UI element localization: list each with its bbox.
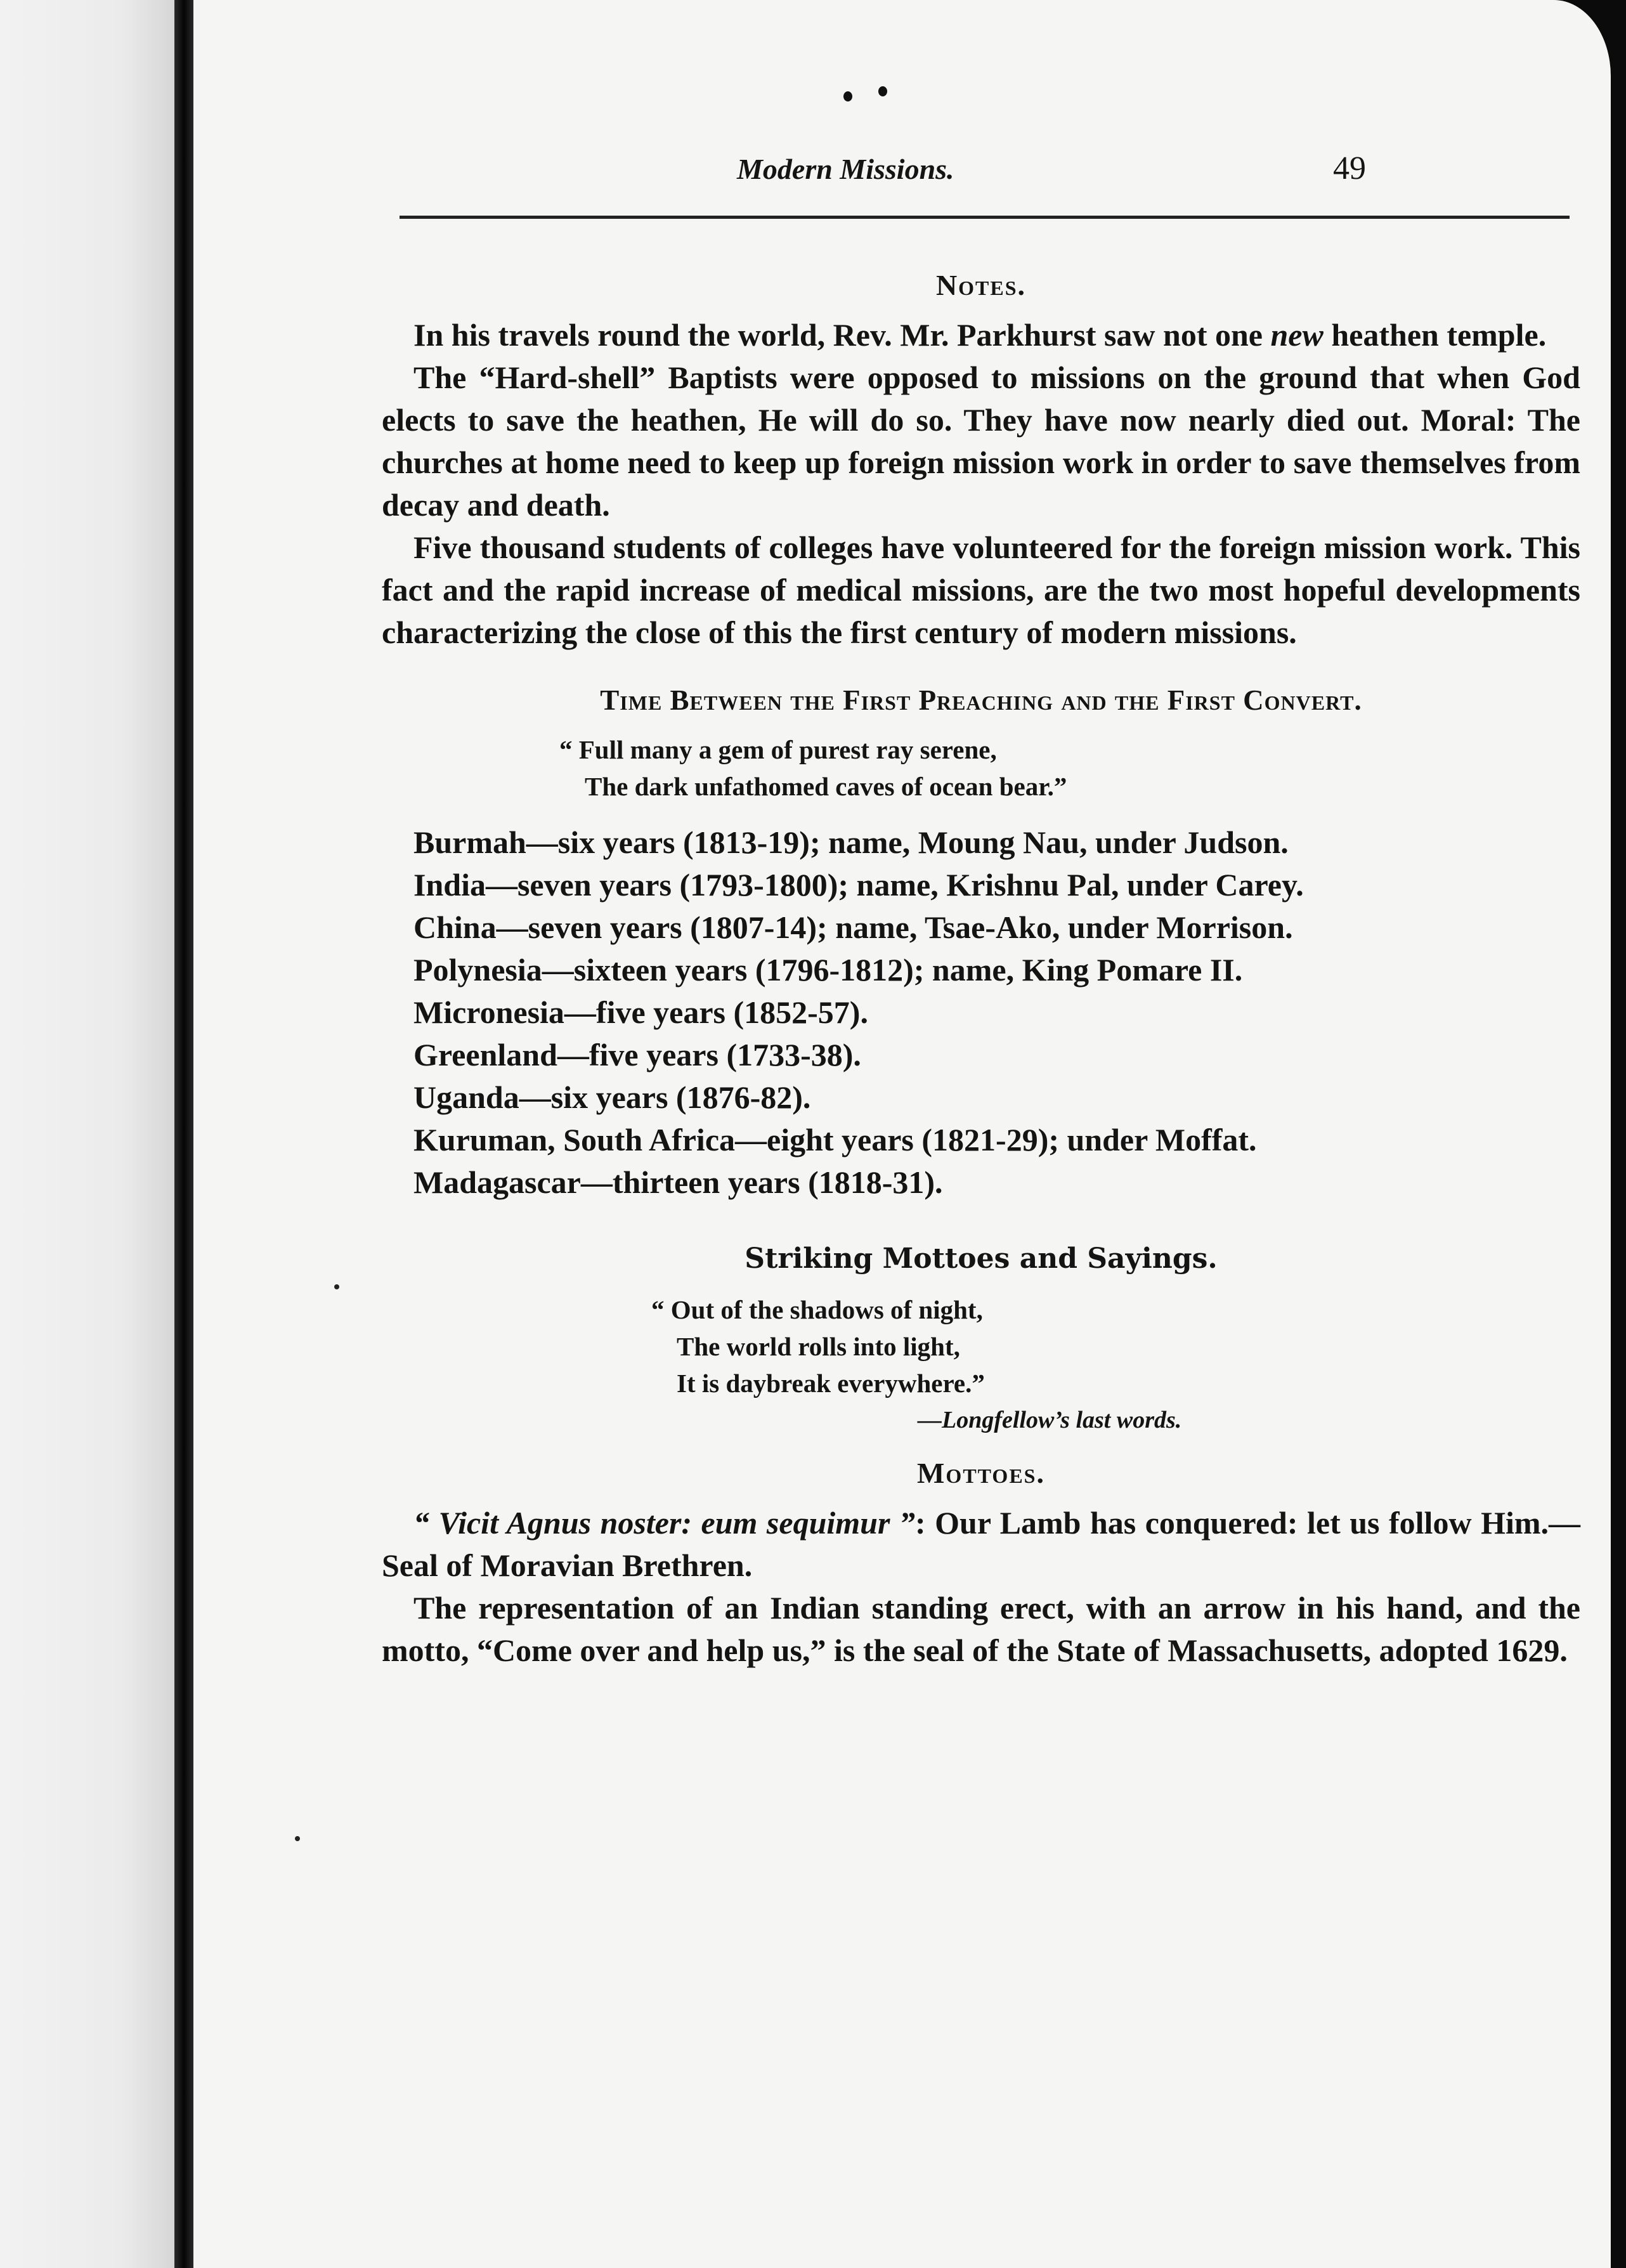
header-rule [400, 216, 1570, 219]
convert-item-micronesia: Micronesia—five years (1852-57). [413, 994, 868, 1030]
notes-p1-text-a: In his travels round the world, Rev. Mr. Parkhurst saw not one [413, 317, 1271, 353]
ink-dot [843, 91, 852, 101]
longfellow-verse [651, 1291, 1580, 1438]
verse-line: The world rolls into light, [677, 1332, 960, 1361]
convert-item-china: China—seven years (1807-14); name, Tsae-Ako, under Morrison. [413, 909, 1293, 945]
convert-item-greenland: Greenland—five years (1733-38). [413, 1037, 861, 1072]
convert-item-burmah: Burmah—six years (1813-19); name, Moung Nau, under Judson. [413, 824, 1289, 860]
mottoes-sayings-heading: Striking Mottoes and Sayings. [745, 1242, 1218, 1275]
notes-paragraph-3: Five thousand students of colleges have volunteered for the foreign mission work. This fact and the rapid increase of medical missions, are the two most hopeful developments characterizing the close of this the first century of modern missions. [382, 530, 1580, 650]
convert-item-kuruman: Kuruman, South Africa—eight years (1821-29); under Moffat. [413, 1122, 1257, 1157]
notes-p1-text-b: heathen temple. [1323, 317, 1547, 353]
mottoes-paragraph-1 [382, 1502, 1580, 1587]
verse-line: “ Out of the shadows of night, [651, 1295, 983, 1324]
convert-item-madagascar: Madagascar—thirteen years (1818-31). [413, 1164, 943, 1200]
latin-motto: “ Vicit Agnus noster: eum sequimur ” [413, 1505, 915, 1541]
ink-dot [878, 86, 887, 96]
time-between-verse [559, 731, 1580, 805]
mottoes-heading: Mottoes. [917, 1457, 1045, 1489]
time-between-heading: Time Between the First Preaching and the First Convert. [600, 684, 1362, 716]
page-ink-dots [831, 75, 920, 100]
convert-item-uganda: Uganda—six years (1876-82). [413, 1079, 811, 1115]
notes-p1-emphasis: new [1270, 317, 1324, 353]
book-gutter [174, 0, 193, 2268]
book-page [193, 0, 1611, 2268]
stray-mark [334, 1284, 339, 1289]
verse-attribution: —Longfellow’s last words. [918, 1407, 1182, 1433]
verse-line: The dark unfathomed caves of ocean bear.” [585, 772, 1067, 801]
notes-heading: Notes. [935, 269, 1027, 301]
left-page-edge [0, 0, 174, 2268]
latin-motto-translation: : Our Lamb has conquered: let us follow Him.—Seal of Moravian Brethren. [382, 1505, 1581, 1583]
page-number: 49 [1333, 150, 1366, 186]
verse-line: “ Full many a gem of purest ray serene, [559, 735, 997, 764]
running-head: Modern Missions. [737, 153, 954, 185]
notes-paragraph-2: The “Hard-shell” Baptists were opposed to missions on the ground that when God elects to save the heathen, He will do so. They have now nearly died out. Moral: The churches at home need to keep up foreign mission work in order to save themselves from decay and death. [382, 360, 1580, 523]
mottoes-paragraph-2: The representation of an Indian standing erect, with an arrow in his hand, and the motto, “Come over and help us,” is the seal of the State of Massachusetts, adopted 1629. [382, 1590, 1580, 1668]
page-body [382, 263, 1580, 1672]
convert-item-india: India—seven years (1793-1800); name, Krishnu Pal, under Carey. [413, 867, 1304, 903]
notes-paragraph-1 [382, 314, 1580, 356]
verse-line: It is daybreak everywhere.” [677, 1369, 985, 1398]
stray-mark [295, 1836, 300, 1841]
convert-item-polynesia: Polynesia—sixteen years (1796-1812); name, King Pomare II. [413, 952, 1243, 987]
